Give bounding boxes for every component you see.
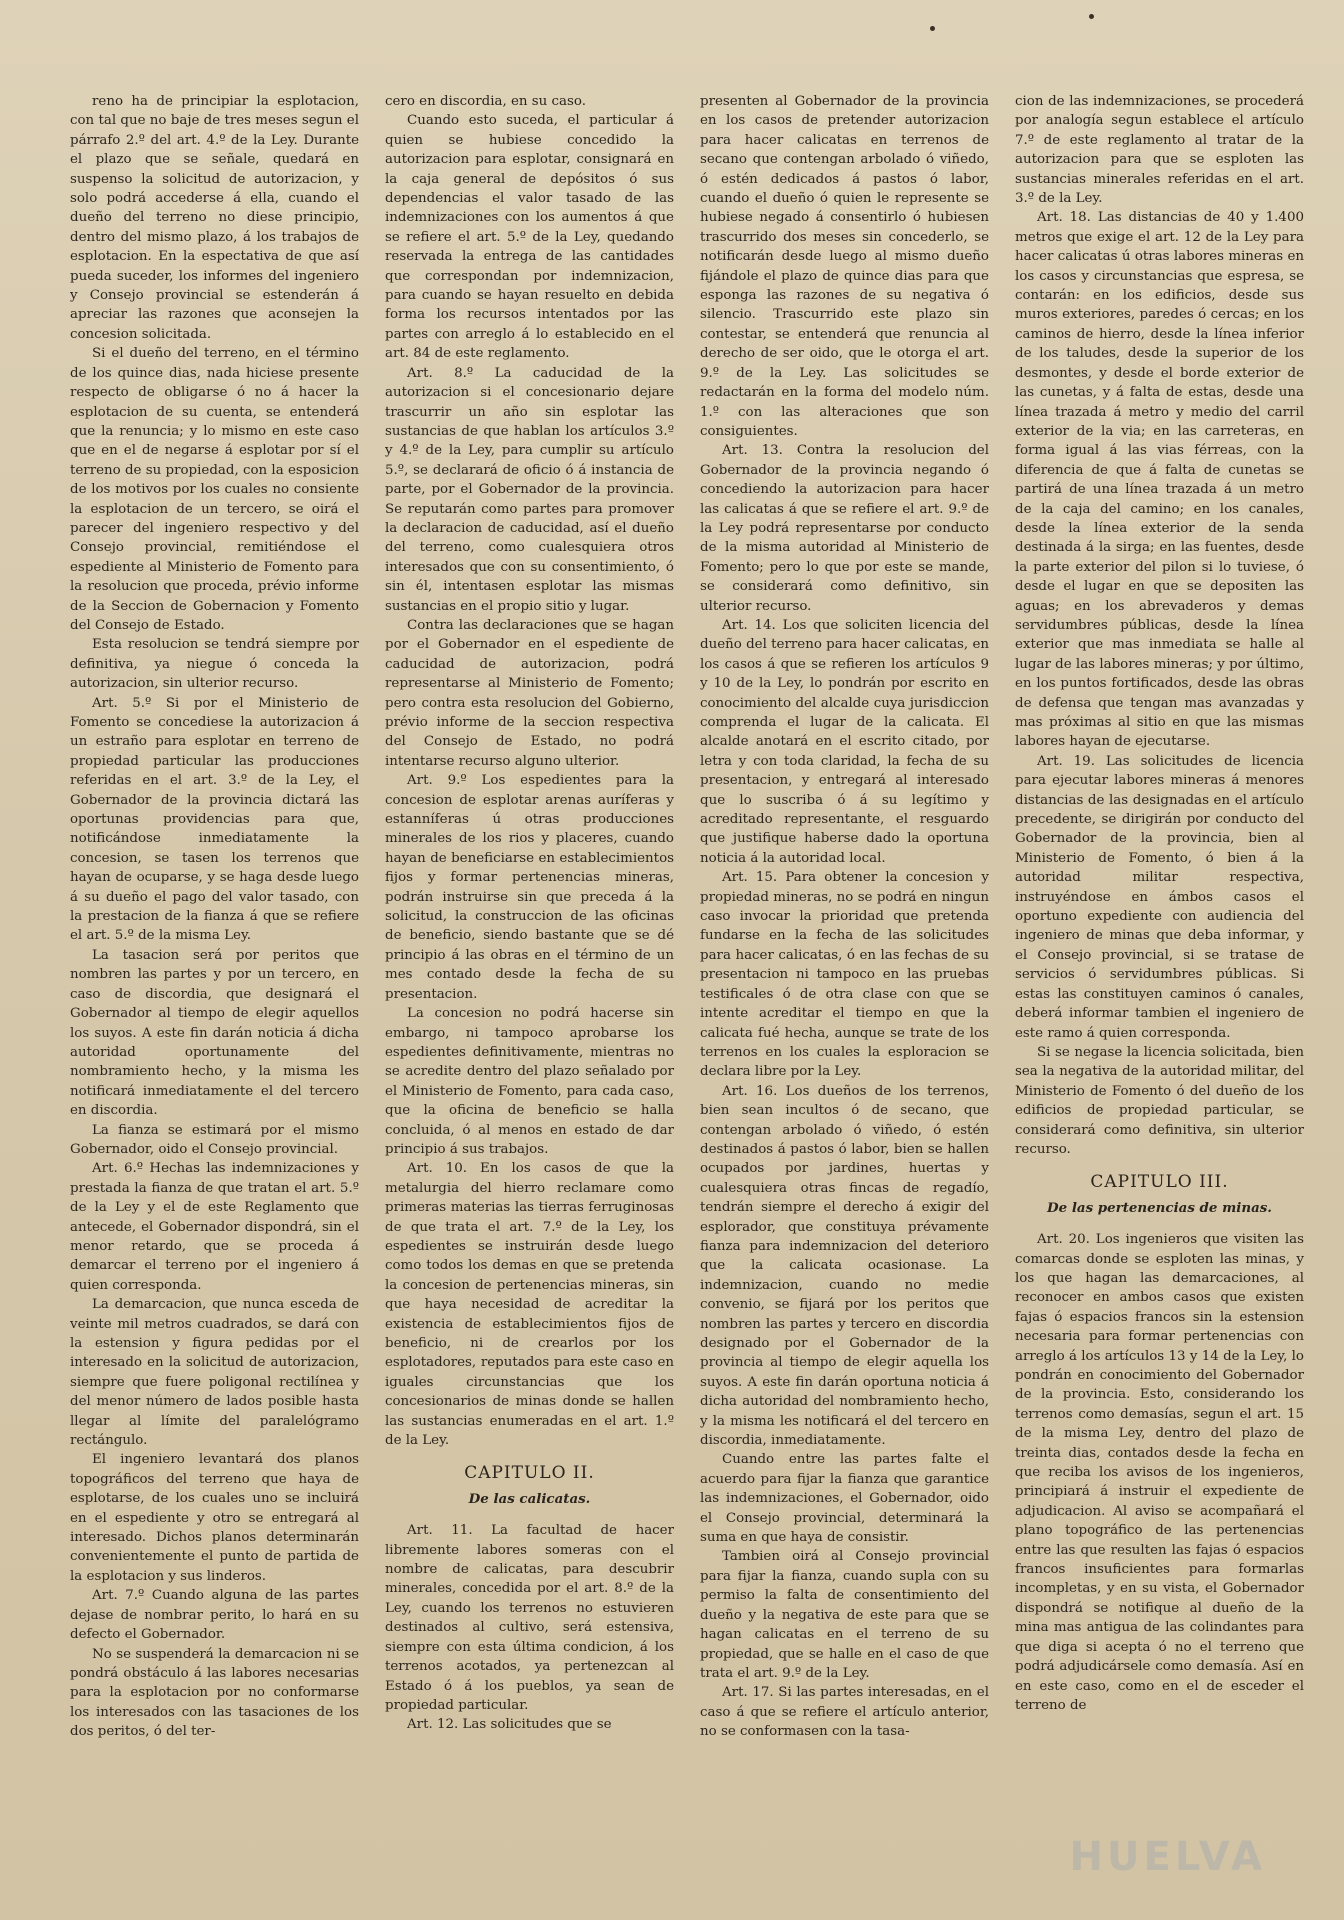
paragraph: Art. 11. La facultad de hacer libremente labores someras con el nombre de calicatas, para descubrir minerales, concedida por el art. 8.º de la Ley, cuando los terrenos no estuvieren destinados al cultivo, será estensiva, siempre con esta última condicion, á los terrenos acotados, ya pertenezcan al Estado ó á los pueblos, ya sean de propiedad particular. xyxy=(385,1523,674,1713)
paragraph: Art. 5.º Si por el Ministerio de Fomento se concediese la autorizacion á un estraño para esplotar en terreno de propiedad particular las producciones referidas en el art. 3.º de la Ley, el Gobernador de la provincia dictará las oportunas providencias para que, notificándose inmediatamente la concesion, se tasen los terrenos que hayan de ocuparse, y se haga desde luego á su dueño el pago del valor tasado, con la prestacion de la fianza á que se refiere el art. 5.º de la misma Ley. xyxy=(70,695,359,944)
column-4 xyxy=(1015,92,1304,1892)
chapter-subtitle: De las calicatas. xyxy=(468,1490,591,1507)
chapter-subtitle: De las pertenencias de minas. xyxy=(1047,1199,1272,1216)
paragraph: Art. 20. Los ingenieros que visiten las comarcas donde se esploten las minas, y los que hagan las demarcaciones, al reconocer en ambos casos que existen fajas ó espacios francos sin la estension necesaria para formar pertenencias con arreglo á los artículos 13 y 14 de la Ley, lo pondrán en conocimiento del Gobernador de la provincia. Esto, considerando los terrenos como demasías, segun el art. 15 de la misma Ley, dentro del plazo de treinta dias, contados desde la fecha en que reciba los avisos de los ingenieros, principiará á instruir el expediente de adjudicacion. Al aviso se acompañará el plano topográfico de las pertenencias entre las que resulten las fajas ó espacios francos insuficientes para formarlas incompletas, y en su vista, el Gobernador dispondrá se notifique al dueño de la mina mas antigua de las colindantes para que diga si acepta ó no el terreno que podrá adjudicársele como demasía. Así en en este caso, como en el de esceder el terreno de xyxy=(1015,1232,1304,1713)
paragraph: Art. 7.º Cuando alguna de las partes dejase de nombrar perito, lo hará en su defecto el Gobernador. xyxy=(70,1588,359,1643)
paragraph: Cuando entre las partes falte el acuerdo para fijar la fianza que garantice las indemnizaciones, el Gobernador, oido el Consejo provincial, determinará la suma en que haya de consistir. xyxy=(700,1452,989,1546)
paragraph: cion de las indemnizaciones, se procederá por analogía segun establece el artículo 7.º de este reglamento al tratar de la autorizacion para que se esploten las sustancias minerales referidas en el art. 3.º de la Ley. xyxy=(1015,94,1304,207)
paragraph: Si se negase la licencia solicitada, bien sea la negativa de la autoridad militar, del Ministerio de Fomento ó del dueño de los edificios de propiedad particular, se considerará como definitiva, sin ulterior recurso. xyxy=(1015,1044,1304,1157)
paragraph: Art. 15. Para obtener la concesion y propiedad mineras, no se podrá en ningun caso invocar la prioridad que pretenda fundarse en la fecha de las solicitudes para hacer calicatas, ó en las fechas de su presentacion ni tampoco en las pruebas testificales ó de otra clase con que se intente acreditar el tiempo en que la calicata fué hecha, aunque se trate de los terrenos en los cuales la esploracion se declara libre por la Ley. xyxy=(700,870,989,1080)
column-2 xyxy=(385,92,674,1892)
paragraph: reno ha de principiar la esplotacion, con tal que no baje de tres meses segun el párrafo 2.º del art. 4.º de la Ley. Durante el plazo que se señale, quedará en suspenso la solicitud de autorizacion, y solo podrá accederse á ella, cuando el dueño del terreno no diese principio, dentro del mismo plazo, á los trabajos de esplotacion. En la espectativa de que así pueda suceder, los informes del ingeniero y Consejo provincial se estenderán á apreciar las razones que aconsejen la concesion solicitada. xyxy=(70,94,359,342)
paragraph: Art. 14. Los que soliciten licencia del dueño del terreno para hacer calicatas, en los casos á que se refieren los artículos 9 y 10 de la Ley, lo pondrán por escrito en conocimiento del alcalde cuya jurisdiccion comprenda el lugar de la calicata. El alcalde anotará en el escrito citado, por letra y con toda claridad, la fecha de su presentacion, y entregará al interesado que lo suscriba ó á su legítimo y acreditado representante, el resguardo que justifique haberse dado la oportuna noticia á la autoridad local. xyxy=(700,617,989,866)
paragraph: Art. 9.º Los espedientes para la concesion de esplotar arenas auríferas y estanníferas ú otras producciones minerales de los rios y placeres, cuando hayan de beneficiarse en establecimientos fijos y formar pertenencias mineras, podrán instruirse sin que preceda á la solicitud, la construccion de las oficinas de beneficio, siendo bastante que se dé principio á las obras en el término de un mes contado desde la fecha de su presentacion. xyxy=(385,773,674,1002)
paragraph: Art. 19. Las solicitudes de licencia para ejecutar labores mineras á menores distancias de las designadas en el artículo precedente, se dirigirán por conducto del Gobernador de la provincia, bien al Ministerio de Fomento, ó bien á la autoridad militar respectiva, instruyéndose en ámbos casos el oportuno expediente con audiencia del ingeniero de minas que deba informar, y el Consejo provincial, si se tratase de servicios ó servidumbres públicas. Si estas las constituyen caminos ó canales, deberá informar tambien el ingeniero de este ramo á quien corresponda. xyxy=(1015,753,1304,1041)
paragraph: Art. 12. Las solicitudes que se xyxy=(407,1717,612,1733)
paragraph: Si el dueño del terreno, en el término de los quince dias, nada hiciese presente respecto de obligarse ó no á hacer la esplotacion de su cuenta, se entenderá que la renuncia; y lo mismo en este caso que en el de negarse á esplotar por sí el terreno de su propiedad, con la esposicion de los motivos por los cuales no consiente la esplotacion de un tercero, se oirá el parecer del ingeniero respectivo y del Consejo provincial, remitiéndose el espediente al Ministerio de Fomento para la resolucion que proceda, prévio informe de la Seccion de Gobernacion y Fomento del Consejo de Estado. xyxy=(70,346,359,633)
ink-speck xyxy=(930,26,935,31)
paragraph: La demarcacion, que nunca esceda de veinte mil metros cuadrados, se dará con la estension y figura pedidas por el interesado en la solicitud de autorizacion, siempre que fuere poligonal rectilínea y del menor número de lados posible hasta llegar al límite del paralelógramo rectángulo. xyxy=(70,1297,359,1449)
paragraph: Art. 17. Si las partes interesadas, en el caso á que se refiere el artículo anterior, no se conformasen con la tasa- xyxy=(700,1685,989,1740)
paragraph: Art. 10. En los casos de que la metalurgia del hierro reclamare como primeras materias las tierras ferruginosas de que trata el art. 7.º de la Ley, los espedientes se instruirán desde luego como todos los demas en que se pretenda la concesion de pertenencias mineras, sin que haya necesidad de acreditar la existencia de establecimientos fijos de beneficio, ni de crearlos por los esplotadores, reputados para este caso en iguales circunstancias que los concesionarios de minas donde se hallen las sustancias enumeradas en el art. 1.º de la Ley. xyxy=(385,1161,674,1449)
paragraph: No se suspenderá la demarcacion ni se pondrá obstáculo á las labores necesarias para la esplotacion por no conformarse los interesados con las tasaciones de los dos peritos, ó del ter- xyxy=(70,1646,359,1740)
paragraph: Art. 6.º Hechas las indemnizaciones y prestada la fianza de que tratan el art. 5.º de la Ley y el de este Reglamento que antecede, el Gobernador dispondrá, sin el menor retardo, que se proceda á demarcar el terreno por el ingeniero á quien corresponda. xyxy=(70,1161,359,1293)
ink-speck xyxy=(1089,14,1094,19)
paragraph: cero en discordia, en su caso. xyxy=(385,94,586,109)
paragraph: La tasacion será por peritos que nombren las partes y por un tercero, en caso de discordia, que designará el Gobernador al tiempo de elegir aquellos los suyos. A este fin darán noticia á dicha autoridad oportunamente del nombramiento hecho, y la misma les notificará inmediatamente el del tercero en discordia. xyxy=(70,947,359,1119)
paragraph: Art. 18. Las distancias de 40 y 1.400 metros que exige el art. 12 de la Ley para hacer calicatas ú otras labores mineras en los casos y circunstancias que espresa, se contarán: en los edificios, desde sus muros exteriores, paredes ó cercas; en los caminos de hierro, desde la línea inferior de los taludes, desde la superior de los desmontes, y desde el borde exterior de las cunetas, y á falta de estas, desde una línea trazada á metro y medio del carril exterior de la via; en las carreteras, en forma igual á las vias férreas, con la diferencia de que á falta de cunetas se partirá de una línea trazada á un metro de la caja del camino; en los canales, desde la línea exterior de la senda destinada á la sirga; en las fuentes, desde la parte exterior del pilon si lo tuviese, ó desde el lugar en que se depositen las aguas; en los abrevaderos y demas servidumbres públicas, desde la línea exterior que mas inmediata se halle al lugar de las labores mineras; y por último, en los puntos fortificados, desde las obras de defensa que tengan mas avanzadas y mas próximas al sitio en que las mismas labores hayan de ejecutarse. xyxy=(1015,210,1304,750)
column-3 xyxy=(700,92,989,1892)
paragraph: Art. 13. Contra la resolucion del Gobernador de la provincia negando ó concediendo la autorizacion para hacer las calicatas á que se refiere el art. 9.º de la Ley podrá representarse por conducto de la misma autoridad al Ministerio de Fomento; pero lo que por este se mande, se considerará como definitivo, sin ulterior recurso. xyxy=(700,443,989,614)
paragraph: Art. 16. Los dueños de los terrenos, bien sean incultos ó de secano, que contengan arbolado ó viñedo, ó estén destinados á pastos ó labor, bien se hallen ocupados por jardines, huertas y cualesquiera otras fincas de regadío, tendrán siempre el derecho á exigir del esplorador, que constituya prévamente fianza para indemnizacion del deterioro que la calicata ocasionase. La indemnizacion, cuando no medie convenio, se fijará por los peritos que nombren las partes y tercero en discordia designado por el Gobernador de la provincia al tiempo de elegir aquella los suyos. A este fin darán oportuna noticia á dicha autoridad del nombramiento hecho, y la misma les notificará el del tercero en discordia, inmediatamente. xyxy=(700,1083,989,1449)
paragraph: Cuando esto suceda, el particular á quien se hubiese concedido la autorizacion para esplotar, consignará en la caja general de depósitos ó sus dependencias el valor tasado de las indemnizaciones con los aumentos á que se refiere el art. 5.º de la Ley, quedando reservada la entrega de las cantidades que correspondan por indemnizacion, para cuando se hayan resuelto en debida forma los recursos intentados por las partes con arreglo á lo establecido en el art. 84 de este reglamento. xyxy=(385,113,674,362)
paragraph: Art. 8.º La caducidad de la autorizacion si el concesionario dejare trascurrir un año sin esplotar las sustancias de que hablan los artículos 3.º y 4.º de la Ley, para cumplir su artículo 5.º, se declarará de oficio ó á instancia de parte, por el Gobernador de la provincia. Se reputarán como partes para promover la declaracion de caducidad, así el dueño del terreno, como cualesquiera otros interesados que con su consentimiento, ó sin él, intentasen esplotar las mismas sustancias en el propio sitio y lugar. xyxy=(385,365,674,614)
chapter-title: CAPITULO III. xyxy=(1090,1172,1229,1193)
column-1 xyxy=(70,92,359,1892)
paragraph: La fianza se estimará por el mismo Gobernador, oido el Consejo provincial. xyxy=(70,1122,359,1157)
paragraph: Tambien oirá al Consejo provincial para fijar la fianza, cuando supla con su permiso la falta de consentimiento del dueño y la negativa de este para que se hagan calicatas en el terreno de su propiedad, que se halle en el caso de que trata el art. 9.º de la Ley. xyxy=(700,1549,989,1681)
paragraph: Contra las declaraciones que se hagan por el Gobernador en el espediente de caducidad de autorizacion, podrá representarse al Ministerio de Fomento; pero contra esta resolucion del Gobierno, prévio informe de la seccion respectiva del Consejo de Estado, no podrá intentarse recurso alguno ulterior. xyxy=(385,617,674,769)
chapter-title: CAPITULO II. xyxy=(464,1463,595,1484)
paragraph: La concesion no podrá hacerse sin embargo, ni tampoco aprobarse los espedientes definitivamente, mientras no se acredite dentro del plazo señalado por el Ministerio de Fomento, para cada caso, que la oficina de beneficio se halla concluida, ó al menos en estado de dar principio á sus trabajos. xyxy=(385,1006,674,1157)
paragraph: presenten al Gobernador de la provincia en los casos de pretender autorizacion para hacer calicatas en terrenos de secano que contengan arbolado ó viñedo, ó estén dedicados á pastos ó labor, cuando el dueño ó quien le represente se hubiese negado á consentirlo ó hubiesen trascurrido dos meses sin concederlo, se notificarán desde luego al mismo dueño fijándole el plazo de quince dias para que esponga las razones de su negativa ó silencio. Trascurrido este plazo sin contestar, se entenderá que renuncia al derecho de ser oido, que le otorga el art. 9.º de la Ley. Las solicitudes se redactarán en la forma del modelo núm. 1.º con las alteraciones que son consiguientes. xyxy=(700,94,989,439)
archive-watermark: HUELVA xyxy=(1069,1834,1266,1880)
paragraph: Esta resolucion se tendrá siempre por definitiva, ya niegue ó conceda la autorizacion, sin ulterior recurso. xyxy=(70,637,359,692)
text-columns xyxy=(70,92,1304,1892)
paragraph: El ingeniero levantará dos planos topográficos del terreno que haya de esplotarse, de los cuales uno se incluirá en el espediente y otro se entregará al interesado. Dichos planos determinarán convenientemente el punto de partida de la esplotacion y sus linderos. xyxy=(70,1452,359,1584)
